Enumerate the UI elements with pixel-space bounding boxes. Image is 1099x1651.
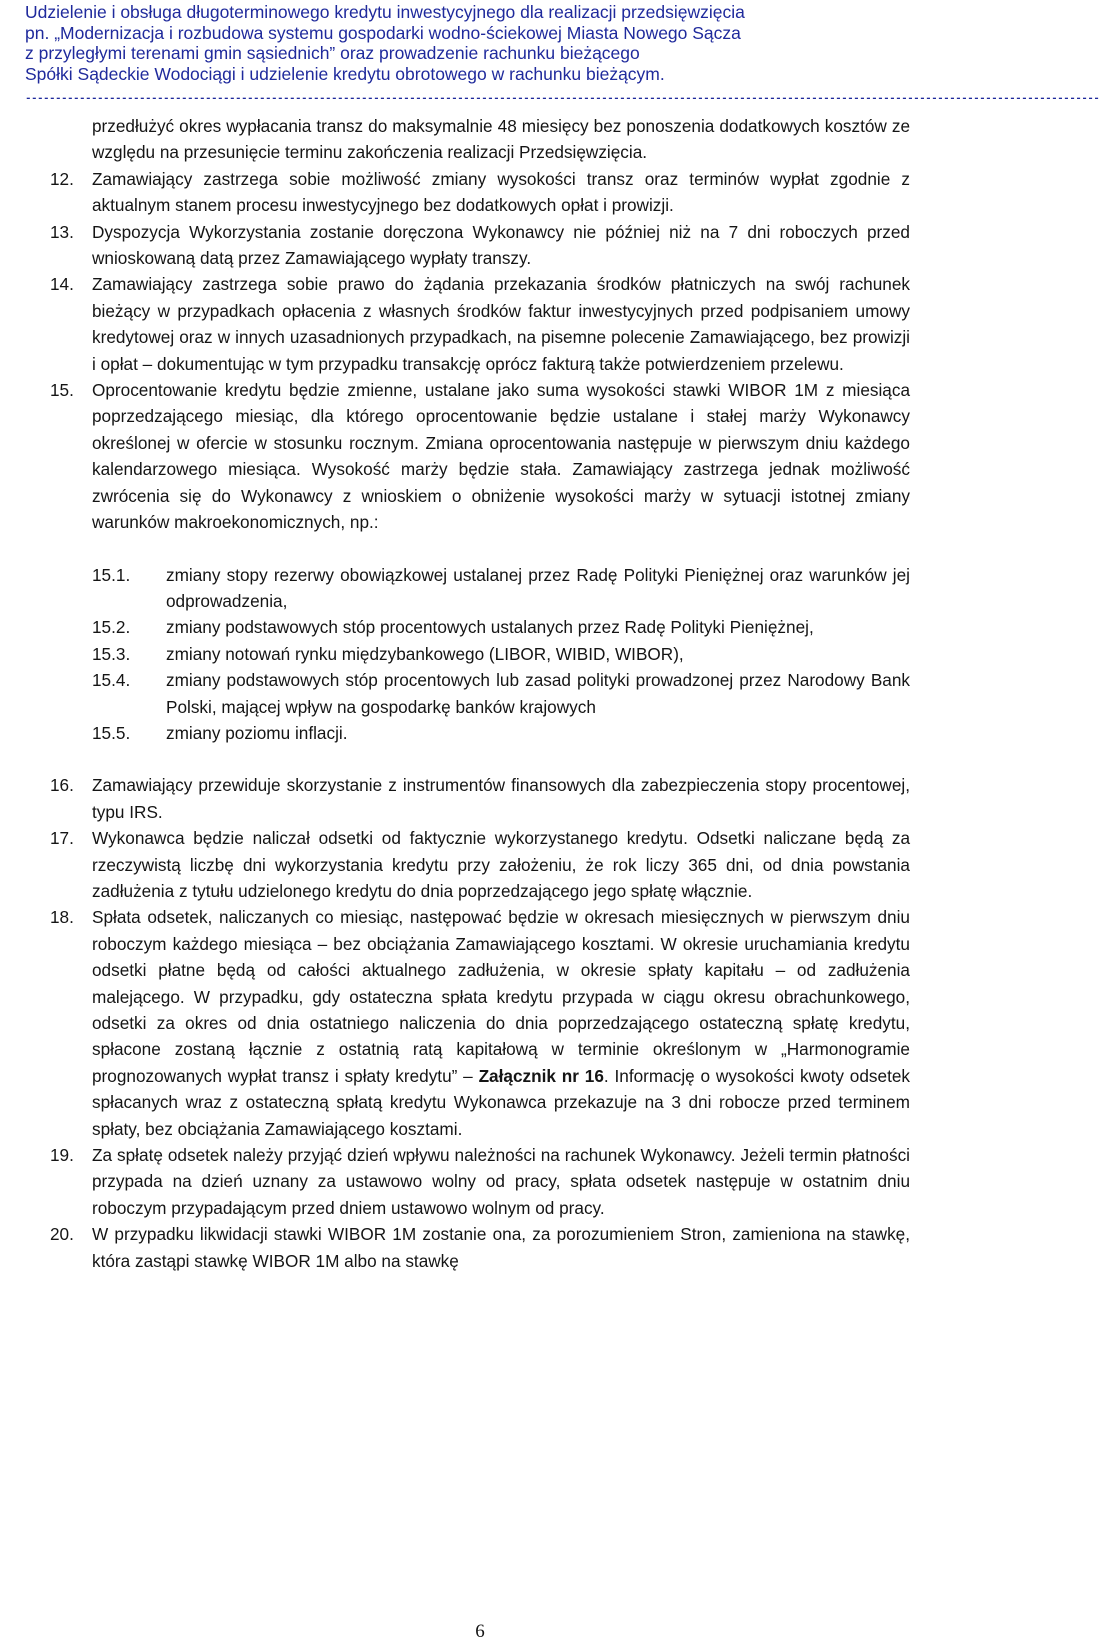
item-text: W przypadku likwidacji stawki WIBOR 1M zostanie ona, za porozumieniem Stron, zamieniona na stawkę, która zastąpi stawkę WIBOR 1M albo na stawkę [92,1224,910,1271]
list-item [50,825,910,904]
item-text-part: Spłata odsetek, naliczanych co miesiąc, następować będzie w okresach miesięcznych w pierwszym dniu roboczym każdego miesiąca – bez obciążania Zamawiającego kosztami. W okresie uruchamiania kredytu odsetki płatne będą od całości aktualnego zadłużenia, w okresie spłaty kapitału – od zadłużenia malejącego. W przypadku, gdy ostateczna spłata kredytu przypada w ciągu okresu obrachunkowego, odsetki za okres od dnia ostatniego naliczenia do dnia poprzedzającego ostateczną spłatę kredytu, spłacone zostaną łącznie z ostatnią ratą kapitałową w terminie określonym w „Harmonogramie prognozowanych wypłat transz i spłaty kredytu” – [92,907,910,1086]
list-item [50,377,910,535]
subitem-number: 15.4. [92,670,131,691]
item-number: 12. [50,168,74,189]
sublist-item [50,720,910,746]
header-line: pn. „Modernizacja i rozbudowa systemu gospodarki wodno-ściekowej Miasta Nowego Sącza [25,22,741,43]
list-item [50,772,910,825]
subitem-text: zmiany notowań rynku międzybankowego (LIBOR, WIBID, WIBOR), [166,643,684,664]
subitem-text: zmiany podstawowych stóp procentowych lub zasad polityki prowadzonej przez Narodowy Bank Polski, mającej wpływ na gospodarkę banków krajowych [166,670,910,717]
item-text-part: . Informację o wysokości kwoty odsetek spłacanych wraz z ostateczną spłatą kredytu Wykonawca przekazuje na 3 dni robocze przed terminem spłaty, bez obciążania Zamawiającego kosztami. [92,1065,911,1139]
item-number: 13. [50,221,74,242]
header-line: Udzielenie i obsługa długoterminowego kredytu inwestycyjnego dla realizacji przedsięwzięcia [25,2,745,22]
list-item [50,1221,910,1274]
sublist [50,562,910,747]
subitem-number: 15.5. [92,722,131,743]
item-number: 16. [50,775,74,796]
item-text: Zamawiający zastrzega sobie możliwość zmiany wysokości transz oraz terminów wypłat zgodnie z aktualnym stanem procesu inwestycyjnego bez dodatkowych opłat i prowizji. [92,168,910,216]
item-number: 17. [50,828,74,849]
item-number: 18. [50,907,74,928]
item-text [92,904,910,1142]
sublist-item [50,667,910,720]
item-number: 14. [50,274,74,295]
list-item [50,271,910,377]
item-text: Oprocentowanie kredytu będzie zmienne, ustalane jako suma wysokości stawki WIBOR 1M z miesiąca poprzedzającego miesiąc, dla którego oprocentowanie będzie ustalane i stałej marży Wykonawcy określonej w ofercie w stosunku rocznym. Zmiana oprocentowania następuje w pierwszym dniu każdego kalendarzowego miesiąca. Wysokość marży będzie stała. Zamawiający zastrzega jednak możliwość zwrócenia się do Wykonawcy z wnioskiem o obniżenie wysokości marży w sytuacji istotnej zmiany warunków makroekonomicznych, np.: [92,380,910,533]
sublist-item [50,641,910,667]
subitem-number: 15.1. [92,564,131,585]
header-line: Spółki Sądeckie Wodociągi i udzielenie kredytu obrotowego w rachunku bieżącym. [25,63,665,84]
item-text: Za spłatę odsetek należy przyjąć dzień wpływu należności na rachunek Wykonawcy. Jeżeli termin płatności przypada na dzień uznany za ustawowo wolny od pracy, spłata odsetek następuje w ostatnim dniu roboczym przypadającym przed dniem ustawowo wolnym od pracy. [92,1145,910,1218]
list-item [50,904,910,1142]
continuation-paragraph: przedłużyć okres wypłacania transz do maksymalnie 48 miesięcy bez ponoszenia dodatkowych kosztów ze względu na przesunięcie terminu zakończenia realizacji Przedsięwzięcia. [92,116,910,163]
item-number: 15. [50,380,74,401]
subitem-number: 15.2. [92,617,131,638]
sublist-item [50,614,910,640]
list-item [50,166,910,219]
subitem-text: zmiany poziomu inflacji. [166,722,348,743]
sublist-item [50,562,910,615]
list-item [50,1142,910,1221]
item-text: Zamawiający zastrzega sobie prawo do żądania przekazania środków płatniczych na swój rachunek bieżący w przypadkach opłacenia z własnych środków faktur inwestycyjnych przed podpisaniem umowy kredytowej oraz w innych uzasadnionych przypadkach, na pisemne polecenie Zamawiającego, bez prowizji i opłat – dokumentując w tym przypadku transakcję oprócz fakturą także potwierdzeniem przelewu. [92,274,910,374]
subitem-text: zmiany stopy rezerwy obowiązkowej ustalanej przez Radę Polityki Pieniężnej oraz warunków jej odprowadzenia, [166,564,910,611]
header-line: z przyległymi terenami gmin sąsiednich” oraz prowadzenie rachunku bieżącego [25,43,640,64]
item-text: Wykonawca będzie naliczał odsetki od faktycznie wykorzystanego kredytu. Odsetki naliczane będą za rzeczywistą liczbę dni wykorzystania kredytu przy założeniu, że rok liczy 365 dni, od dnia powstania zadłużenia z tytułu udzielonego kredytu do dnia poprzedzającego jego spłatę włącznie. [92,828,910,901]
item-number: 19. [50,1145,74,1166]
item-number: 20. [50,1224,74,1245]
document-header [25,2,935,84]
item-text: Zamawiający przewiduje skorzystanie z instrumentów finansowych dla zabezpieczenia stopy procentowej, typu IRS. [92,775,910,822]
attachment-reference: Załącznik nr 16 [478,1065,604,1086]
page-number: 6 [475,1621,485,1642]
document-body [50,113,910,1274]
subitem-text: zmiany podstawowych stóp procentowych ustalanych przez Radę Polityki Pieniężnej, [166,617,814,638]
subitem-number: 15.3. [92,643,131,664]
item-text: Dyspozycja Wykorzystania zostanie doręczona Wykonawcy nie później niż na 7 dni roboczych przed wnioskowaną datą przez Zamawiającego wypłaty transzy. [92,221,910,269]
header-separator: ----------------------------------------------------------------------------------------------------------------------------------------------------------------------------------- [25,93,1099,105]
list-item [50,219,910,272]
